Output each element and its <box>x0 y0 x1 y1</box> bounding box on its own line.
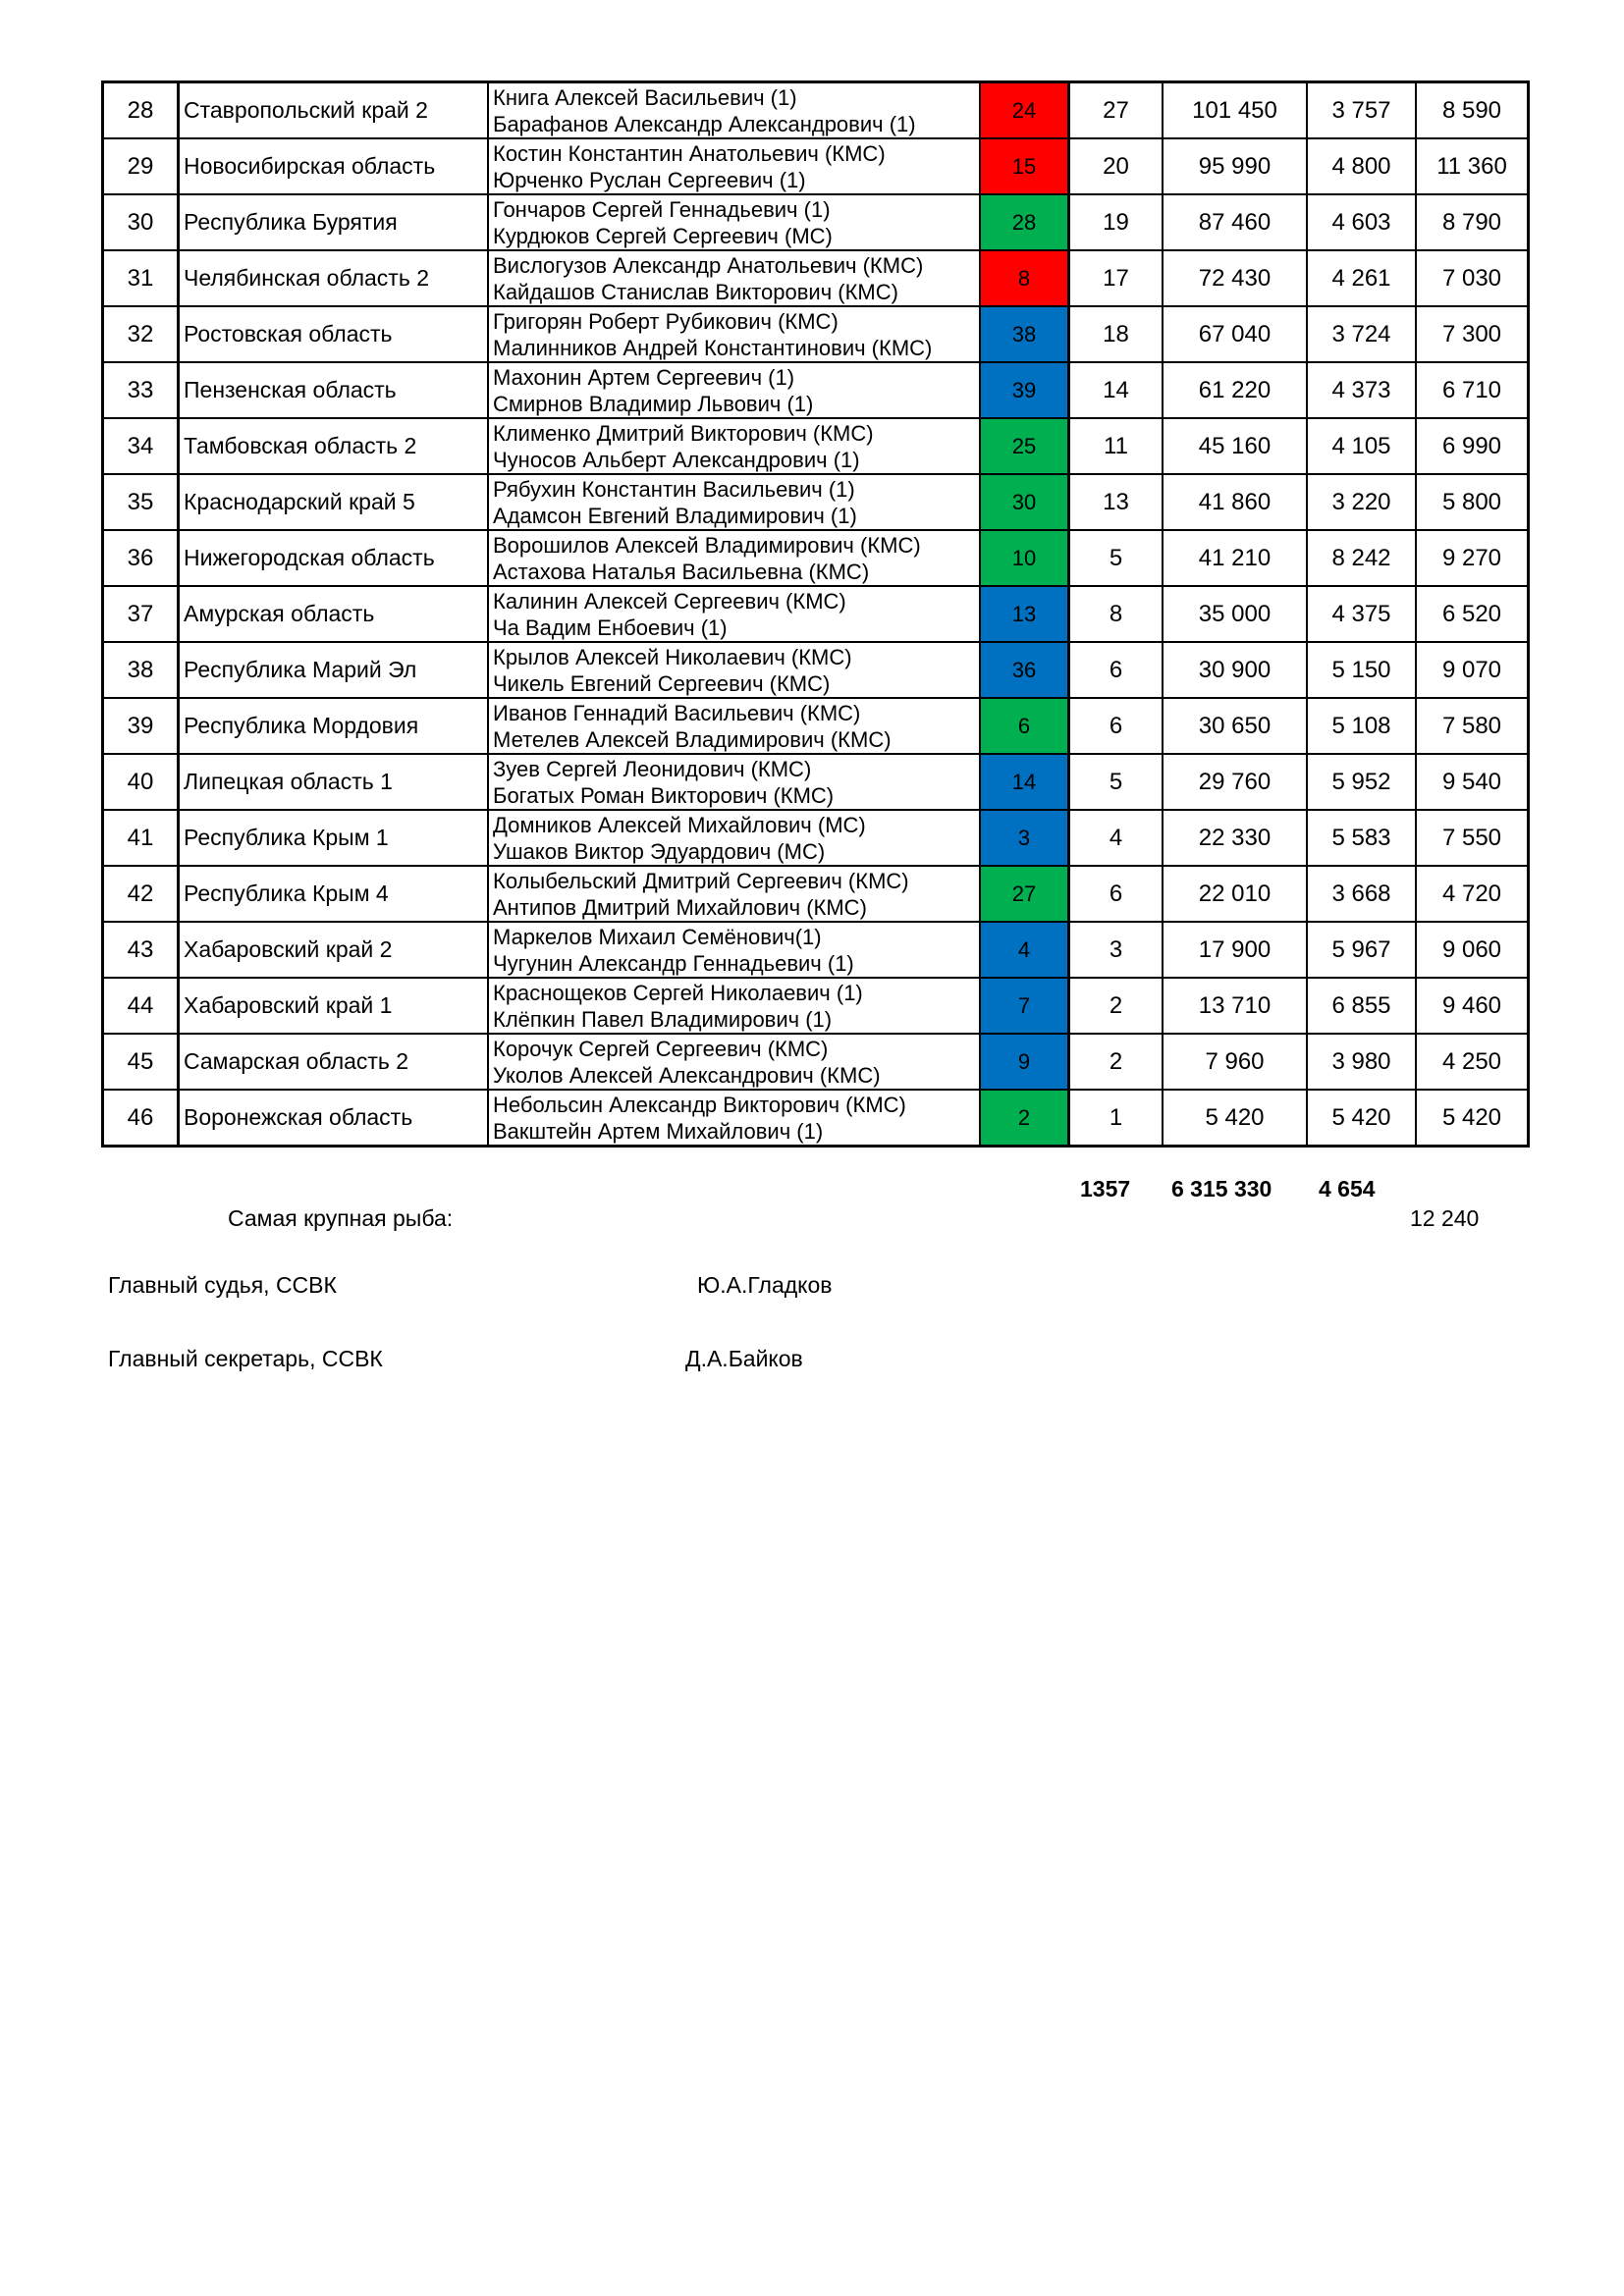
team-member-name: Антипов Дмитрий Михайлович (КМС) <box>493 894 867 920</box>
chief-secretary-role: Главный секретарь, ССВК <box>108 1346 383 1371</box>
max-fish-cell: 7 580 <box>1416 698 1529 754</box>
team-member-name: Метелев Алексей Владимирович (КМС) <box>493 726 892 752</box>
team-members-cell <box>488 474 980 530</box>
team-member-name: Махонин Артем Сергеевич (1) <box>493 364 795 390</box>
team-member-name: Уколов Алексей Александрович (КМС) <box>493 1062 881 1088</box>
team-member-name: Смирнов Владимир Львович (1) <box>493 391 814 416</box>
team-members-cell <box>488 530 980 586</box>
fish-count-cell: 6 <box>1069 866 1164 922</box>
sector-cell: 9 <box>980 1034 1069 1090</box>
team-members-cell <box>488 82 980 139</box>
team-member-name: Чугунин Александр Геннадьевич (1) <box>493 950 854 976</box>
biggest-fish-label: Самая крупная рыба: <box>228 1205 454 1231</box>
place-cell: 45 <box>103 1034 179 1090</box>
biggest-fish-value: 12 240 <box>1410 1205 1480 1231</box>
place-cell: 39 <box>103 698 179 754</box>
team-members-cell <box>488 138 980 194</box>
total-weight-cell: 61 220 <box>1163 362 1307 418</box>
total-weight-cell: 30 900 <box>1163 642 1307 698</box>
region-cell: Липецкая область 1 <box>179 754 489 810</box>
total-weight-cell: 7 960 <box>1163 1034 1307 1090</box>
total-weight-cell: 30 650 <box>1163 698 1307 754</box>
table-row <box>103 82 1529 139</box>
chief-secretary-name: Д.А.Байков <box>685 1346 803 1371</box>
team-members-cell <box>488 586 980 642</box>
region-cell: Краснодарский край 5 <box>179 474 489 530</box>
max-fish-cell: 8 590 <box>1416 82 1529 139</box>
team-member-name: Иванов Геннадий Васильевич (КМС) <box>493 700 861 725</box>
team-member-name: Маркелов Михаил Семёнович(1) <box>493 924 822 949</box>
chief-judge-name: Ю.А.Гладков <box>697 1272 833 1298</box>
table-row <box>103 194 1529 250</box>
sector-cell: 38 <box>980 306 1069 362</box>
fish-count-cell: 3 <box>1069 922 1164 978</box>
region-cell: Республика Бурятия <box>179 194 489 250</box>
team-member-name: Григорян Роберт Рубикович (КМС) <box>493 308 839 334</box>
place-cell: 31 <box>103 250 179 306</box>
team-member-name: Клименко Дмитрий Викторович (КМС) <box>493 420 874 446</box>
average-weight-cell: 5 583 <box>1307 810 1416 866</box>
sector-cell: 39 <box>980 362 1069 418</box>
total-weight-cell: 5 420 <box>1163 1090 1307 1147</box>
region-cell: Хабаровский край 2 <box>179 922 489 978</box>
average-weight-cell: 5 108 <box>1307 698 1416 754</box>
team-member-name: Кайдашов Станислав Викторович (КМС) <box>493 279 898 304</box>
results-body <box>103 82 1529 1147</box>
region-cell: Ставропольский край 2 <box>179 82 489 139</box>
sector-cell: 7 <box>980 978 1069 1034</box>
team-member-name: Небольсин Александр Викторович (КМС) <box>493 1092 906 1117</box>
table-row <box>103 866 1529 922</box>
team-member-name: Астахова Наталья Васильевна (КМС) <box>493 559 870 584</box>
region-cell: Ростовская область <box>179 306 489 362</box>
team-members-cell <box>488 810 980 866</box>
total-weight-cell: 35 000 <box>1163 586 1307 642</box>
team-members-cell <box>488 754 980 810</box>
total-weight-cell: 22 010 <box>1163 866 1307 922</box>
sector-cell: 25 <box>980 418 1069 474</box>
average-weight-cell: 3 220 <box>1307 474 1416 530</box>
max-fish-cell: 9 460 <box>1416 978 1529 1034</box>
results-table <box>101 80 1530 1148</box>
team-members-cell <box>488 250 980 306</box>
place-cell: 37 <box>103 586 179 642</box>
total-weight-cell: 95 990 <box>1163 138 1307 194</box>
fish-count-cell: 11 <box>1069 418 1164 474</box>
max-fish-cell: 11 360 <box>1416 138 1529 194</box>
max-fish-cell: 5 800 <box>1416 474 1529 530</box>
place-cell: 30 <box>103 194 179 250</box>
total-weight-cell: 41 860 <box>1163 474 1307 530</box>
average-weight-cell: 4 800 <box>1307 138 1416 194</box>
total-weight-cell: 87 460 <box>1163 194 1307 250</box>
fish-count-cell: 17 <box>1069 250 1164 306</box>
max-fish-cell: 5 420 <box>1416 1090 1529 1147</box>
sector-cell: 14 <box>980 754 1069 810</box>
team-members-cell <box>488 194 980 250</box>
total-fish: 1357 <box>1080 1176 1131 1201</box>
total-weight-cell: 17 900 <box>1163 922 1307 978</box>
team-member-name: Колыбельский Дмитрий Сергеевич (КМС) <box>493 868 909 893</box>
average-weight-cell: 5 420 <box>1307 1090 1416 1147</box>
sector-cell: 3 <box>980 810 1069 866</box>
place-cell: 44 <box>103 978 179 1034</box>
max-fish-cell: 9 270 <box>1416 530 1529 586</box>
team-member-name: Чуносов Альберт Александрович (1) <box>493 447 860 472</box>
region-cell: Челябинская область 2 <box>179 250 489 306</box>
place-cell: 32 <box>103 306 179 362</box>
fish-count-cell: 19 <box>1069 194 1164 250</box>
max-fish-cell: 4 250 <box>1416 1034 1529 1090</box>
team-members-cell <box>488 418 980 474</box>
team-member-name: Ча Вадим Енбоевич (1) <box>493 614 728 640</box>
place-cell: 43 <box>103 922 179 978</box>
max-fish-cell: 6 710 <box>1416 362 1529 418</box>
table-row <box>103 1034 1529 1090</box>
table-row <box>103 250 1529 306</box>
table-row <box>103 642 1529 698</box>
team-member-name: Домников Алексей Михайлович (МС) <box>493 812 866 837</box>
average-weight-cell: 3 980 <box>1307 1034 1416 1090</box>
max-fish-cell: 9 540 <box>1416 754 1529 810</box>
max-fish-cell: 6 520 <box>1416 586 1529 642</box>
fish-count-cell: 18 <box>1069 306 1164 362</box>
max-fish-cell: 6 990 <box>1416 418 1529 474</box>
team-member-name: Калинин Алексей Сергеевич (КМС) <box>493 588 846 614</box>
team-member-name: Юрченко Руслан Сергеевич (1) <box>493 167 806 192</box>
team-members-cell <box>488 698 980 754</box>
region-cell: Республика Мордовия <box>179 698 489 754</box>
sector-cell: 36 <box>980 642 1069 698</box>
max-fish-cell: 9 060 <box>1416 922 1529 978</box>
sector-cell: 6 <box>980 698 1069 754</box>
place-cell: 42 <box>103 866 179 922</box>
sector-cell: 30 <box>980 474 1069 530</box>
average-weight-cell: 4 373 <box>1307 362 1416 418</box>
region-cell: Республика Марий Эл <box>179 642 489 698</box>
total-weight-cell: 45 160 <box>1163 418 1307 474</box>
region-cell: Самарская область 2 <box>179 1034 489 1090</box>
total-weight-cell: 41 210 <box>1163 530 1307 586</box>
sector-cell: 13 <box>980 586 1069 642</box>
total-weight-cell: 13 710 <box>1163 978 1307 1034</box>
region-cell: Воронежская область <box>179 1090 489 1147</box>
total-weight-cell: 67 040 <box>1163 306 1307 362</box>
region-cell: Республика Крым 1 <box>179 810 489 866</box>
sector-cell: 2 <box>980 1090 1069 1147</box>
max-fish-cell: 8 790 <box>1416 194 1529 250</box>
fish-count-cell: 27 <box>1069 82 1164 139</box>
team-member-name: Чикель Евгений Сергеевич (КМС) <box>493 670 831 696</box>
total-weight: 6 315 330 <box>1171 1176 1272 1201</box>
team-members-cell <box>488 362 980 418</box>
average-weight-cell: 3 668 <box>1307 866 1416 922</box>
region-cell: Пензенская область <box>179 362 489 418</box>
average-weight-cell: 3 757 <box>1307 82 1416 139</box>
sector-cell: 10 <box>980 530 1069 586</box>
place-cell: 38 <box>103 642 179 698</box>
fish-count-cell: 1 <box>1069 1090 1164 1147</box>
average-weight-cell: 5 967 <box>1307 922 1416 978</box>
fish-count-cell: 2 <box>1069 1034 1164 1090</box>
team-member-name: Ушаков Виктор Эдуардович (МС) <box>493 838 826 864</box>
sector-cell: 24 <box>980 82 1069 139</box>
average-weight-cell: 5 952 <box>1307 754 1416 810</box>
total-weight-cell: 72 430 <box>1163 250 1307 306</box>
total-average: 4 654 <box>1319 1176 1376 1201</box>
average-weight-cell: 4 261 <box>1307 250 1416 306</box>
table-row <box>103 530 1529 586</box>
table-row <box>103 978 1529 1034</box>
team-member-name: Клёпкин Павел Владимирович (1) <box>493 1006 833 1032</box>
place-cell: 35 <box>103 474 179 530</box>
team-members-cell <box>488 1090 980 1147</box>
place-cell: 28 <box>103 82 179 139</box>
average-weight-cell: 8 242 <box>1307 530 1416 586</box>
team-member-name: Барафанов Александр Александрович (1) <box>493 111 916 136</box>
team-member-name: Малинников Андрей Константинович (КМС) <box>493 335 933 360</box>
table-row <box>103 698 1529 754</box>
region-cell: Новосибирская область <box>179 138 489 194</box>
place-cell: 36 <box>103 530 179 586</box>
team-members-cell <box>488 978 980 1034</box>
table-row <box>103 1090 1529 1147</box>
region-cell: Нижегородская область <box>179 530 489 586</box>
fish-count-cell: 5 <box>1069 530 1164 586</box>
fish-count-cell: 6 <box>1069 698 1164 754</box>
place-cell: 34 <box>103 418 179 474</box>
sector-cell: 8 <box>980 250 1069 306</box>
average-weight-cell: 6 855 <box>1307 978 1416 1034</box>
team-member-name: Краснощеков Сергей Николаевич (1) <box>493 980 863 1005</box>
team-member-name: Зуев Сергей Леонидович (КМС) <box>493 756 812 781</box>
place-cell: 40 <box>103 754 179 810</box>
max-fish-cell: 7 300 <box>1416 306 1529 362</box>
team-member-name: Крылов Алексей Николаевич (КМС) <box>493 644 852 669</box>
sector-cell: 4 <box>980 922 1069 978</box>
sector-cell: 28 <box>980 194 1069 250</box>
table-row <box>103 754 1529 810</box>
team-member-name: Рябухин Константин Васильевич (1) <box>493 476 855 502</box>
team-member-name: Костин Константин Анатольевич (КМС) <box>493 140 886 166</box>
team-member-name: Вислогузов Александр Анатольевич (КМС) <box>493 252 924 278</box>
fish-count-cell: 20 <box>1069 138 1164 194</box>
sector-cell: 15 <box>980 138 1069 194</box>
table-row <box>103 922 1529 978</box>
total-weight-cell: 22 330 <box>1163 810 1307 866</box>
average-weight-cell: 3 724 <box>1307 306 1416 362</box>
average-weight-cell: 4 375 <box>1307 586 1416 642</box>
average-weight-cell: 5 150 <box>1307 642 1416 698</box>
table-row <box>103 306 1529 362</box>
team-member-name: Вакштейн Артем Михайлович (1) <box>493 1118 824 1144</box>
place-cell: 41 <box>103 810 179 866</box>
fish-count-cell: 8 <box>1069 586 1164 642</box>
team-members-cell <box>488 642 980 698</box>
team-member-name: Ворошилов Алексей Владимирович (КМС) <box>493 532 921 558</box>
team-members-cell <box>488 922 980 978</box>
fish-count-cell: 14 <box>1069 362 1164 418</box>
table-row <box>103 418 1529 474</box>
max-fish-cell: 7 030 <box>1416 250 1529 306</box>
place-cell: 29 <box>103 138 179 194</box>
sector-cell: 27 <box>980 866 1069 922</box>
total-weight-cell: 101 450 <box>1163 82 1307 139</box>
team-members-cell <box>488 1034 980 1090</box>
region-cell: Тамбовская область 2 <box>179 418 489 474</box>
average-weight-cell: 4 105 <box>1307 418 1416 474</box>
average-weight-cell: 4 603 <box>1307 194 1416 250</box>
table-row <box>103 138 1529 194</box>
place-cell: 33 <box>103 362 179 418</box>
max-fish-cell: 9 070 <box>1416 642 1529 698</box>
region-cell: Хабаровский край 1 <box>179 978 489 1034</box>
chief-judge-role: Главный судья, ССВК <box>108 1272 337 1298</box>
team-member-name: Книга Алексей Васильевич (1) <box>493 84 797 110</box>
max-fish-cell: 4 720 <box>1416 866 1529 922</box>
team-members-cell <box>488 306 980 362</box>
region-cell: Республика Крым 4 <box>179 866 489 922</box>
table-row <box>103 474 1529 530</box>
team-member-name: Корочук Сергей Сергеевич (КМС) <box>493 1036 829 1061</box>
fish-count-cell: 5 <box>1069 754 1164 810</box>
team-member-name: Адамсон Евгений Владимирович (1) <box>493 503 857 528</box>
fish-count-cell: 4 <box>1069 810 1164 866</box>
team-member-name: Курдюков Сергей Сергеевич (МС) <box>493 223 833 248</box>
fish-count-cell: 2 <box>1069 978 1164 1034</box>
team-members-cell <box>488 866 980 922</box>
fish-count-cell: 13 <box>1069 474 1164 530</box>
region-cell: Амурская область <box>179 586 489 642</box>
team-member-name: Гончаров Сергей Геннадьевич (1) <box>493 196 831 222</box>
table-row <box>103 362 1529 418</box>
fish-count-cell: 6 <box>1069 642 1164 698</box>
total-weight-cell: 29 760 <box>1163 754 1307 810</box>
team-member-name: Богатых Роман Викторович (КМС) <box>493 782 835 808</box>
place-cell: 46 <box>103 1090 179 1147</box>
table-row <box>103 586 1529 642</box>
table-row <box>103 810 1529 866</box>
max-fish-cell: 7 550 <box>1416 810 1529 866</box>
